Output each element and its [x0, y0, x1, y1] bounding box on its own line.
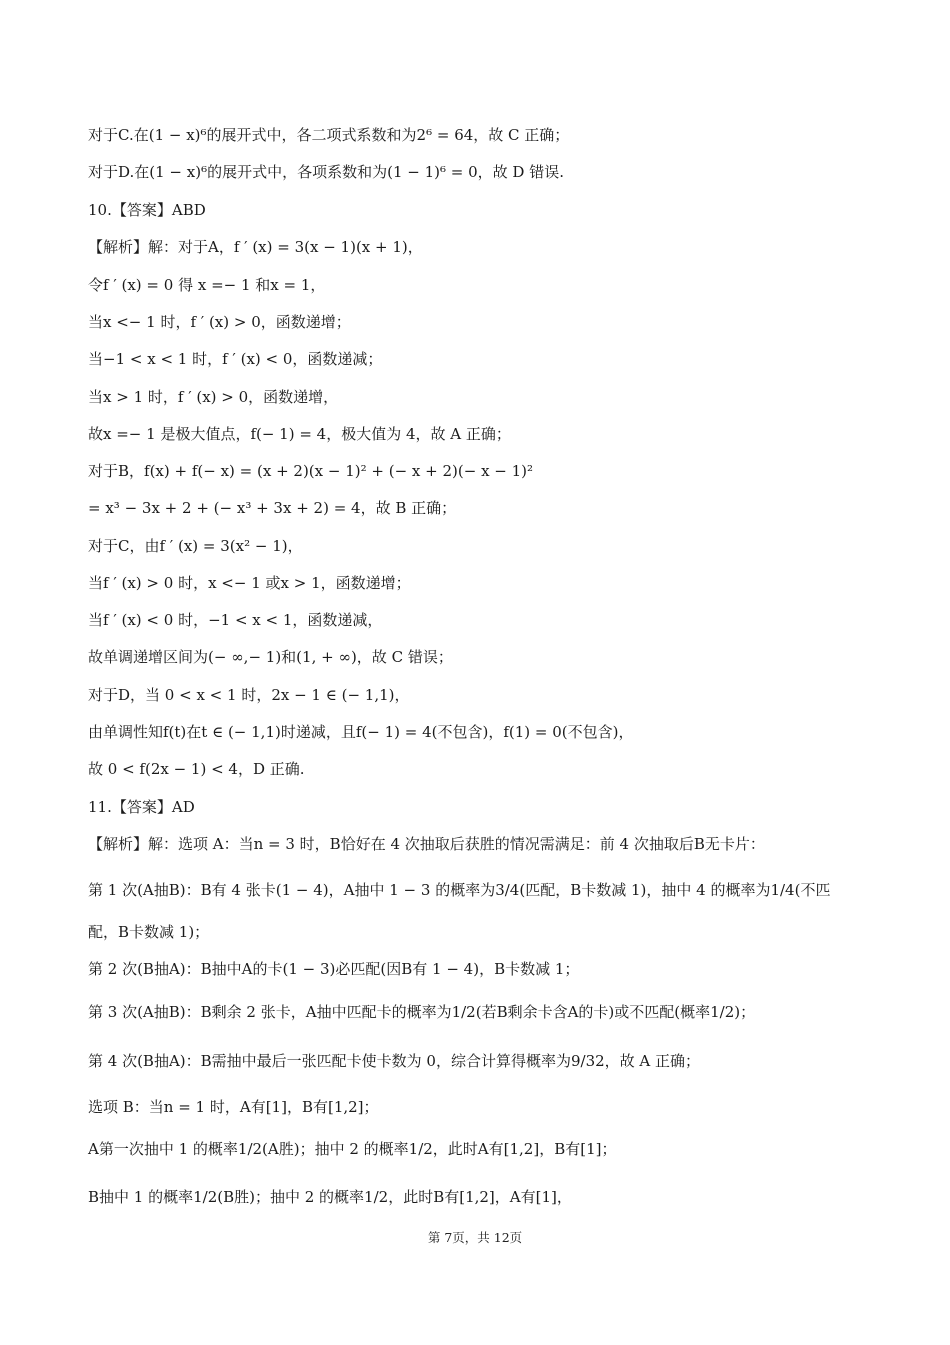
page-footer: 第 7页，共 12页 [427, 1230, 523, 1245]
text-line: 选项 B：当n = 1 时，A有[1]，B有[1,2]； [88, 1098, 379, 1116]
text-line: 当x > 1 时，f ′ (x) > 0，函数递增， [88, 388, 339, 406]
text-line: 当−1 < x < 1 时，f ′ (x) < 0，函数递减； [88, 350, 383, 368]
answer-heading: 10.【答案】ABD [88, 201, 206, 219]
text-line: 当f ′ (x) > 0 时，x <− 1 或x > 1，函数递增； [88, 574, 411, 592]
text-line: 第 1 次(A抽B)：B有 4 张卡(1 − 4)，A抽中 1 − 3 的概率为3/4(匹配，B卡数减 1)，抽中 4 的概率为1/4(不匹 [88, 881, 831, 899]
text-line: 对于C.在(1 − x)⁶的展开式中，各二项式系数和为2⁶ = 64，故 C 正确； [88, 126, 570, 144]
text-line: 当f ′ (x) < 0 时，−1 < x < 1，函数递减， [88, 611, 383, 629]
text-line: 对于B，f(x) + f(− x) = (x + 2)(x − 1)² + (− x + 2)(− x − 1)² [88, 462, 534, 480]
text-line: B抽中 1 的概率1/2(B胜)；抽中 2 的概率1/2，此时B有[1,2]，A有[1]， [88, 1188, 572, 1206]
text-line: 【解析】解：对于A，f ′ (x) = 3(x − 1)(x + 1)， [88, 238, 423, 256]
text-line: 【解析】解：选项 A：当n = 3 时，B恰好在 4 次抽取后获胜的情况需满足：前 4 次抽取后B无卡片： [88, 835, 765, 853]
text-line: 配，B卡数减 1)； [88, 923, 210, 941]
text-line: A第一次抽中 1 的概率1/2(A胜)；抽中 2 的概率1/2，此时A有[1,2]，B有[1]； [88, 1140, 617, 1158]
text-line: 第 4 次(B抽A)：B需抽中最后一张匹配卡使卡数为 0，综合计算得概率为9/32，故 A 正确； [88, 1052, 701, 1070]
text-line: 对于D.在(1 − x)⁶的展开式中，各项系数和为(1 − 1)⁶ = 0，故 D 错误. [88, 163, 564, 181]
answer-heading: 11.【答案】AD [88, 798, 195, 816]
text-line: = x³ − 3x + 2 + (− x³ + 3x + 2) = 4，故 B 正确； [88, 499, 457, 517]
text-line: 对于C，由f ′ (x) = 3(x² − 1)， [88, 537, 303, 555]
text-line: 由单调性知f(t)在t ∈ (− 1,1)时递减，且f(− 1) = 4(不包含)，f(1) = 0(不包含)， [88, 723, 634, 741]
text-line: 当x <− 1 时，f ′ (x) > 0，函数递增； [88, 313, 351, 331]
text-line: 对于D，当 0 < x < 1 时，2x − 1 ∈ (− 1,1)， [88, 686, 410, 704]
text-line: 令f ′ (x) = 0 得 x =− 1 和x = 1， [88, 276, 326, 294]
text-line: 故 0 < f(2x − 1) < 4，D 正确. [88, 760, 305, 778]
text-line: 故x =− 1 是极大值点，f(− 1) = 4，极大值为 4，故 A 正确； [88, 425, 511, 443]
text-line: 故单调递增区间为(− ∞,− 1)和(1, + ∞)，故 C 错误； [88, 648, 453, 666]
text-line: 第 2 次(B抽A)：B抽中A的卡(1 − 3)必匹配(因B有 1 − 4)，B卡数减 1； [88, 960, 580, 978]
text-line: 第 3 次(A抽B)：B剩余 2 张卡，A抽中匹配卡的概率为1/2(若B剩余卡含A的卡)或不匹配(概率1/2)； [88, 1003, 756, 1021]
